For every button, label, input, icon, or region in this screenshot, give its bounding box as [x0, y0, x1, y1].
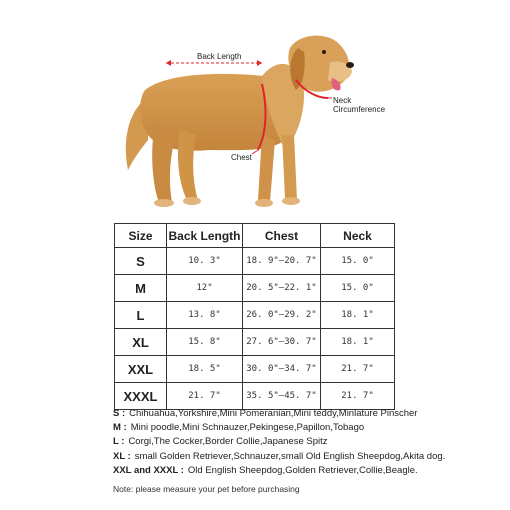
breed-size-guide — [113, 407, 503, 478]
neck-cell: 18. 1" — [321, 329, 395, 356]
chest-cell: 30. 0"–34. 7" — [243, 356, 321, 383]
size-cell: S — [115, 248, 167, 275]
breed-line-s — [113, 407, 503, 421]
neck-cell: 18. 1" — [321, 302, 395, 329]
size-cell: XL — [115, 329, 167, 356]
table-row — [115, 275, 395, 302]
back-length-cell: 10. 3" — [167, 248, 243, 275]
measurement-note: Note: please measure your pet before purchasing — [113, 484, 300, 494]
chest-cell: 35. 5"–45. 7" — [243, 383, 321, 410]
size-cell: XXL — [115, 356, 167, 383]
chest-label: Chest — [231, 153, 252, 162]
table-header-row — [115, 224, 395, 248]
table-row — [115, 329, 395, 356]
back-length-cell: 13. 8" — [167, 302, 243, 329]
neck-label-line2: Circumference — [333, 105, 386, 114]
breed-list: Corgi,The Cocker,Border Collie,Japanese Spitz — [128, 436, 328, 448]
dog-measurement-diagram — [0, 0, 510, 215]
header-neck: Neck — [321, 224, 395, 248]
neck-cell: 15. 0" — [321, 275, 395, 302]
header-back-length: Back Length — [167, 224, 243, 248]
breed-line-xl — [113, 450, 503, 464]
size-cell: M — [115, 275, 167, 302]
size-cell: L — [115, 302, 167, 329]
golden-retriever-illustration — [0, 0, 510, 215]
neck-circumference-label — [333, 96, 385, 114]
back-length-cell: 21. 7" — [167, 383, 243, 410]
neck-cell: 15. 0" — [321, 248, 395, 275]
neck-label-line1: Neck — [333, 96, 352, 105]
breed-size-label: XL : — [113, 450, 131, 462]
chest-cell: 20. 5"–22. 1" — [243, 275, 321, 302]
back-length-cell: 18. 5" — [167, 356, 243, 383]
size-cell: XXXL — [115, 383, 167, 410]
back-length-cell: 12" — [167, 275, 243, 302]
chest-cell: 27. 6"–30. 7" — [243, 329, 321, 356]
breed-list: Chihuahua,Yorkshire,Mini Pomeranian,Mini teddy,Minlature Pinscher — [129, 408, 418, 419]
breed-list: small Golden Retriever,Schnauzer,small Old English Sheepdog,Akita dog. — [134, 450, 446, 462]
table-row — [115, 248, 395, 275]
breed-size-label: S : — [113, 408, 126, 419]
table-row — [115, 302, 395, 329]
breed-size-label: XXL and XXXL : — [113, 464, 184, 476]
back-length-label: Back Length — [197, 52, 242, 61]
breed-line-m — [113, 421, 503, 435]
breed-list: Mini poodle,Mini Schnauzer,Pekingese,Papillon,Tobago — [130, 422, 365, 434]
breed-size-label: L : — [113, 436, 125, 448]
header-chest: Chest — [243, 224, 321, 248]
chest-cell: 18. 9"–20. 7" — [243, 248, 321, 275]
chest-cell: 26. 0"–29. 2" — [243, 302, 321, 329]
breed-size-label: M : — [113, 422, 127, 434]
breed-list: Old English Sheepdog,Golden Retriever,Collie,Beagle. — [187, 464, 418, 476]
breed-line-l — [113, 435, 503, 449]
size-chart-table — [114, 223, 395, 410]
breed-line-xxl-xxxl — [113, 464, 503, 478]
neck-cell: 21. 7" — [321, 383, 395, 410]
table-row — [115, 383, 395, 410]
neck-cell: 21. 7" — [321, 356, 395, 383]
back-length-cell: 15. 8" — [167, 329, 243, 356]
table-row — [115, 356, 395, 383]
header-size: Size — [115, 224, 167, 248]
